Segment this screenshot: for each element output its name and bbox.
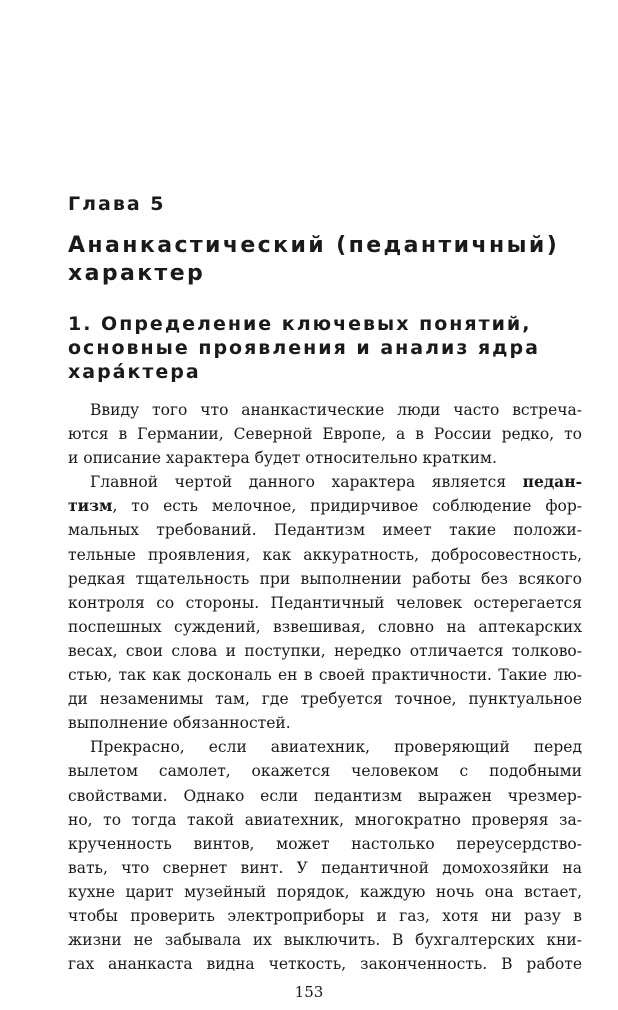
chapter-title: Ананкастический (педантичный) характер: [68, 233, 560, 286]
text-line: [68, 591, 582, 615]
line-text: выполнение обязанностей.: [68, 714, 291, 733]
text-line: [68, 904, 582, 928]
line-text: поспешных суждений, взвешивая, словно на аптекарских: [68, 617, 582, 636]
line-text: свойствами. Однако если педантизм выражен чрезмер-: [68, 786, 582, 805]
line-text: гах ананкаста видна четкость, законченность. В работе: [68, 955, 582, 974]
text-line: [68, 759, 582, 783]
line-text: ются в Германии, Северной Европе, а в России редко, то: [68, 425, 582, 444]
line-text: но, то тогда такой авиатехник, многократно проверяя за-: [68, 810, 582, 829]
line-text: ди незаменимы там, где требуется точное, пунктуальное: [68, 690, 582, 709]
text-line: [68, 880, 582, 904]
text-line: [68, 711, 582, 735]
body-text: [68, 398, 582, 976]
text-line: [68, 735, 582, 759]
text-line: [68, 928, 582, 952]
text-line: [68, 687, 582, 711]
page-number: 153: [294, 983, 324, 1001]
text-line: [68, 567, 582, 591]
bold-term: тизм: [68, 496, 113, 516]
text-line: [68, 398, 582, 422]
line-text: Главной чертой данного характера является: [90, 473, 523, 492]
line-text: крученность винтов, может настолько переусердство-: [68, 834, 582, 853]
line-text: чтобы проверить электроприборы и газ, хотя ни разу в: [68, 906, 582, 925]
text-line: [68, 856, 582, 880]
line-text: Ввиду того что ананкастические люди часто встреча-: [90, 401, 582, 419]
text-line: [68, 494, 582, 518]
text-line: [68, 784, 582, 808]
line-text: стью, так как доскональ ен в своей практичности. Такие лю-: [68, 666, 582, 685]
line-text: мальных требований. Педантизм имеет такие положи-: [68, 521, 582, 540]
line-text: кухне царит музейный порядок, каждую ночь она встает,: [68, 882, 582, 901]
line-text: тельные проявления, как аккуратность, добросовестность,: [68, 545, 582, 564]
section-title: 1. Определение ключевых понятий, основные проявления и анализ ядра хара́ктера: [68, 313, 540, 383]
text-line: [68, 832, 582, 856]
line-text: вать, что свернет винт. У педантичной домохозяйки на: [68, 858, 582, 877]
text-line: [68, 446, 582, 470]
text-line: [68, 615, 582, 639]
text-line: [68, 422, 582, 446]
text-line: [68, 543, 582, 567]
text-line: [68, 470, 582, 494]
text-line: [68, 952, 582, 976]
line-text: , то есть мелочное, придирчивое соблюдение фор-: [112, 497, 582, 516]
text-line: [68, 518, 582, 542]
line-text: Прекрасно, если авиатехник, проверяющий перед: [90, 738, 582, 757]
line-text: и описание характера будет относительно кратким.: [68, 449, 497, 468]
text-line: [68, 663, 582, 687]
line-text: вылетом самолет, окажется человеком с подобными: [68, 762, 582, 781]
line-text: жизни не забывала их выключить. В бухгалтерских кни-: [68, 931, 582, 950]
line-text: контроля со стороны. Педантичный человек остерегается: [68, 593, 582, 612]
line-text: весах, свои слова и поступки, нередко отличается толково-: [68, 641, 582, 660]
chapter-label: Глава 5: [68, 193, 166, 215]
text-line: [68, 808, 582, 832]
line-text: редкая тщательность при выполнении работы без всякого: [68, 569, 582, 588]
bold-term: педан-: [522, 472, 582, 492]
text-line: [68, 639, 582, 663]
